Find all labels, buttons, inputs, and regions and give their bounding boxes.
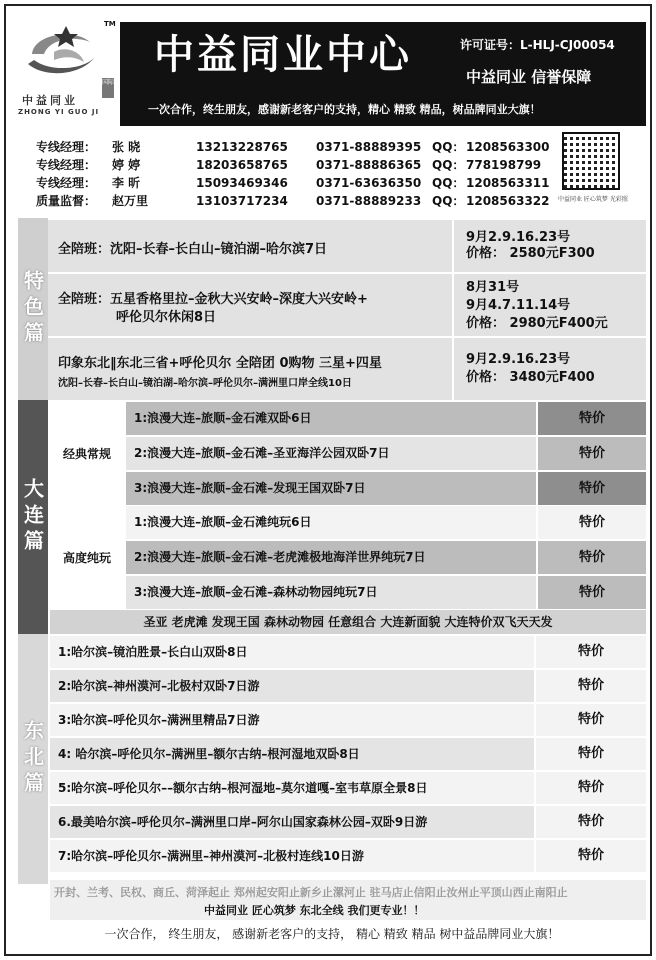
footer-slogan: 一次合作， 终生朋友， 感谢新老客户的支持， 精心 精致 精品 树中益品牌同业大旗！ xyxy=(104,927,560,941)
page-title: 中益同业中心 xyxy=(154,32,412,78)
route-title-line2: 呼伦贝尔休闲8日 xyxy=(116,310,217,325)
qr-caption: 中益同业 匠心筑梦 光彩照 xyxy=(558,196,628,203)
advertisement-page xyxy=(4,4,652,956)
route-name: 2:哈尔滨–神州漠河–北极村双卧7日游 xyxy=(50,670,534,702)
special-route xyxy=(48,338,452,400)
contact-qq: 1208563300 xyxy=(466,140,550,154)
route-price: 特价 xyxy=(536,840,646,872)
special-route-info xyxy=(454,338,646,400)
contact-qq: 1208563322 xyxy=(466,194,550,208)
route-dates-line2: 9月4.7.11.14号 xyxy=(466,298,571,313)
contact-list xyxy=(36,138,550,210)
route-name: 3:浪漫大连–旅顺–金石滩–发现王国双卧7日 xyxy=(126,472,536,505)
route-subtitle: 沈阳–长春–长白山–镜泊湖–哈尔滨–呼伦贝尔–满洲里口岸全线10日 xyxy=(58,378,352,389)
route-name: 1:浪漫大连–旅顺–金石滩纯玩6日 xyxy=(126,506,536,539)
group-label-classic: 经典常规 xyxy=(62,446,111,461)
contact-role: 质量监督： xyxy=(36,194,97,208)
route-name: 1:浪漫大连–旅顺–金石滩双卧6日 xyxy=(126,402,536,435)
contact-name: 李 昕 xyxy=(112,176,141,190)
license-number: 许可证号：L-HLJ-CJ00054 xyxy=(460,38,615,52)
route-price: 特价 xyxy=(538,402,646,435)
contact-row xyxy=(36,192,550,210)
special-route xyxy=(48,220,452,272)
route-name: 3:哈尔滨–呼伦贝尔–满洲里精品7日游 xyxy=(50,704,534,736)
route-price: 价格： 2980元F400元 xyxy=(466,316,608,331)
contact-phone: 0371-63636350 xyxy=(316,176,422,190)
route-price: 特价 xyxy=(538,437,646,470)
contact-row xyxy=(36,138,550,156)
route-title: 印象东北‖东北三省+呼伦贝尔 全陪团 0购物 三星+四星 xyxy=(58,356,382,371)
special-route xyxy=(48,274,452,336)
route-name: 4: 哈尔滨–呼伦贝尔–满洲里–额尔古纳–根河湿地双卧8日 xyxy=(50,738,534,770)
contact-qq-label: QQ： xyxy=(432,140,465,154)
swirl-logo-icon xyxy=(24,24,98,80)
route-price: 价格： 2580元F300 xyxy=(466,246,595,261)
contact-qq-label: QQ： xyxy=(432,176,465,190)
contact-phone: 0371-88886365 xyxy=(316,158,422,172)
contact-mobile: 15093469346 xyxy=(196,176,288,190)
route-price: 特价 xyxy=(538,576,646,609)
route-dates: 9月2.9.16.23号 xyxy=(466,352,571,367)
route-name: 2:浪漫大连–旅顺–金石滩–老虎滩极地海洋世界纯玩7日 xyxy=(126,541,536,574)
route-price: 价格： 3480元F400 xyxy=(466,370,595,385)
route-name: 3:浪漫大连–旅顺–金石滩–森林动物园纯玩7日 xyxy=(126,576,536,609)
departure-cities: 开封、兰考、民权、商丘、菏泽起止 郑州起安阳止新乡止漯河止 驻马店止信阳止汝州止平顶山西止南阳止 xyxy=(54,886,568,899)
route-name: 2:浪漫大连–旅顺–金石滩–圣亚海洋公园双卧7日 xyxy=(126,437,536,470)
route-dates: 8月31号 xyxy=(466,280,520,295)
route-title: 全陪班：沈阳–长春–长白山–镜泊湖–哈尔滨7日 xyxy=(58,242,328,257)
route-price: 特价 xyxy=(538,506,646,539)
header-banner xyxy=(120,22,646,126)
route-price: 特价 xyxy=(536,636,646,668)
route-price: 特价 xyxy=(536,738,646,770)
route-price: 特价 xyxy=(536,704,646,736)
route-name: 6.最美哈尔滨–呼伦贝尔–满洲里口岸–阿尔山国家森林公园–双卧9日游 xyxy=(50,806,534,838)
route-name: 1:哈尔滨–镜泊胜景–长白山双卧8日 xyxy=(50,636,534,668)
contact-mobile: 13103717234 xyxy=(196,194,288,208)
header-slogan: 一次合作，终生朋友，感谢新老客户的支持，精心 精致 精品，树品牌同业大旗！ xyxy=(148,103,541,116)
route-price: 特价 xyxy=(538,472,646,505)
route-title: 全陪班：五星香格里拉–金秋大兴安岭–深度大兴安岭+ xyxy=(58,292,368,307)
contact-qq: 778198799 xyxy=(466,158,542,172)
contact-qq: 1208563311 xyxy=(466,176,550,190)
route-price: 特价 xyxy=(536,806,646,838)
section-label-dalian: 大连篇 xyxy=(18,400,48,634)
special-route-info xyxy=(454,220,646,272)
contact-phone: 0371-88889233 xyxy=(316,194,422,208)
trademark-symbol: TM xyxy=(104,20,116,28)
contact-role: 专线经理： xyxy=(36,140,97,154)
qr-code-icon xyxy=(562,132,620,190)
group-label-purity: 高度纯玩 xyxy=(62,550,111,565)
route-price: 特价 xyxy=(536,772,646,804)
company-motto: 中益同业 信誉保障 xyxy=(466,68,592,86)
contact-row xyxy=(36,156,546,174)
contact-phone: 0371-88889395 xyxy=(316,140,422,154)
brand-tagline: 中益同业 匠心筑梦 东北全线 我们更专业！！ xyxy=(204,904,425,917)
contact-role: 专线经理： xyxy=(36,158,97,172)
contact-mobile: 18203658765 xyxy=(196,158,288,172)
special-route-info xyxy=(454,274,646,336)
contact-name: 婷 婷 xyxy=(112,158,141,172)
departure-cities-box xyxy=(50,880,646,920)
route-price: 特价 xyxy=(538,541,646,574)
contact-name: 赵万里 xyxy=(112,194,149,208)
logo-stamp: 国际 xyxy=(102,78,114,98)
section-label-special: 特色篇 xyxy=(18,218,48,400)
section-label-northeast: 东北篇 xyxy=(18,634,48,884)
route-name: 7:哈尔滨–呼伦贝尔–满洲里–神州漠河–北极村连线10日游 xyxy=(50,840,534,872)
dalian-highlight-bar: 圣亚 老虎滩 发现王国 森林动物园 任意组合 大连新面貌 大连特价双飞天天发 xyxy=(50,610,646,634)
contact-qq-label: QQ： xyxy=(432,194,465,208)
route-price: 特价 xyxy=(536,670,646,702)
contact-mobile: 13213228765 xyxy=(196,140,288,154)
contact-qq-label: QQ： xyxy=(432,158,465,172)
contact-role: 专线经理： xyxy=(36,176,97,190)
contact-name: 张 晓 xyxy=(112,140,141,154)
logo-chinese-name: 中益同业 xyxy=(22,94,78,107)
route-name: 5:哈尔滨–呼伦贝尔––额尔古纳–根河湿地–莫尔道嘎–室韦草原全景8日 xyxy=(50,772,534,804)
company-logo xyxy=(12,20,116,124)
route-dates: 9月2.9.16.23号 xyxy=(466,230,571,245)
logo-english-name: ZHONG YI GUO JI xyxy=(18,108,100,116)
contact-row xyxy=(36,174,550,192)
